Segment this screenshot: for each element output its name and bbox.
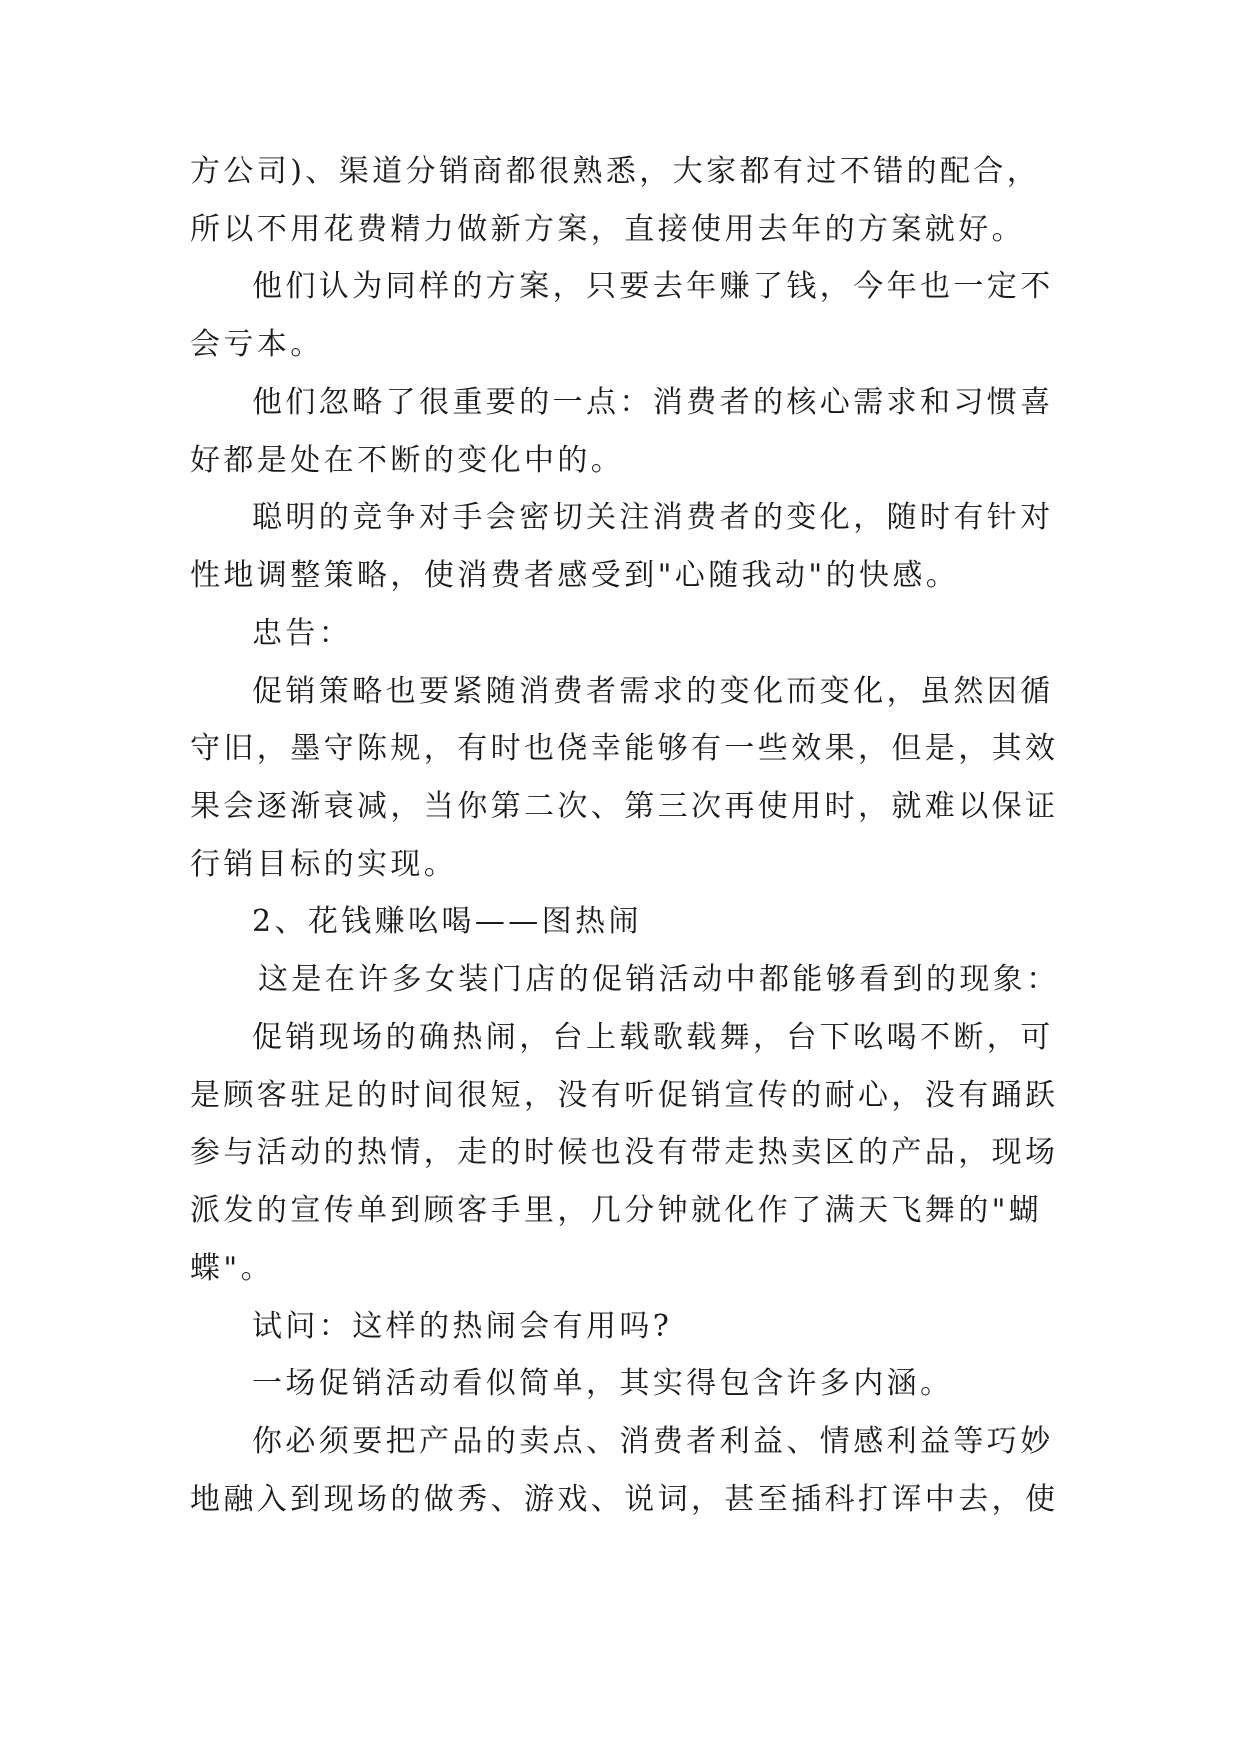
paragraph-line: 守旧，墨守陈规，有时也侥幸能够有一些效果，但是，其效 — [190, 731, 1059, 766]
paragraph-line: 促销策略也要紧随消费者需求的变化而变化，虽然因循 — [252, 674, 1054, 709]
paragraph-line: 地融入到现场的做秀、游戏、说词，甚至插科打诨中去，使 — [190, 1482, 1059, 1517]
paragraph-line: 果会逐渐衰减，当你第二次、第三次再使用时，就难以保证 — [190, 789, 1059, 824]
paragraph-line: 行销目标的实现。 — [190, 847, 458, 882]
paragraph-line: 促销现场的确热闹，台上载歌载舞，台下吆喝不断，可 — [252, 1020, 1054, 1055]
paragraph-line: 参与活动的热情，走的时候也没有带走热卖区的产品，现场 — [190, 1135, 1059, 1170]
section-heading: 2、花钱赚吆喝——图热闹 — [252, 904, 642, 939]
paragraph-line: 这是在许多女装门店的促销活动中都能够看到的现象： — [258, 962, 1060, 997]
paragraph-line: 性地调整策略，使消费者感受到"心随我动"的快感。 — [190, 558, 960, 593]
paragraph-line: 派发的宣传单到顾客手里，几分钟就化作了满天飞舞的"蝴 — [190, 1193, 1043, 1228]
paragraph-line: 试问：这样的热闹会有用吗? — [252, 1309, 673, 1344]
paragraph-line: 方公司)、渠道分销商都很熟悉，大家都有过不错的配合， — [190, 154, 1041, 189]
paragraph-line: 所以不用花费精力做新方案，直接使用去年的方案就好。 — [190, 212, 1025, 247]
paragraph-line: 他们忽略了很重要的一点：消费者的核心需求和习惯喜 — [252, 385, 1054, 420]
paragraph-line: 会亏本。 — [190, 327, 324, 362]
paragraph-line: 聪明的竞争对手会密切关注消费者的变化，随时有针对 — [252, 500, 1054, 535]
paragraph-line: 蝶"。 — [190, 1251, 274, 1286]
paragraph-line: 他们认为同样的方案，只要去年赚了钱，今年也一定不 — [252, 269, 1054, 304]
paragraph-line: 好都是处在不断的变化中的。 — [190, 443, 625, 478]
paragraph-line: 你必须要把产品的卖点、消费者利益、情感利益等巧妙 — [252, 1424, 1054, 1459]
paragraph-line: 忠告： — [252, 616, 353, 651]
paragraph-line: 一场促销活动看似简单，其实得包含许多内涵。 — [252, 1366, 954, 1401]
paragraph-line: 是顾客驻足的时间很短，没有听促销宣传的耐心，没有踊跃 — [190, 1078, 1059, 1113]
